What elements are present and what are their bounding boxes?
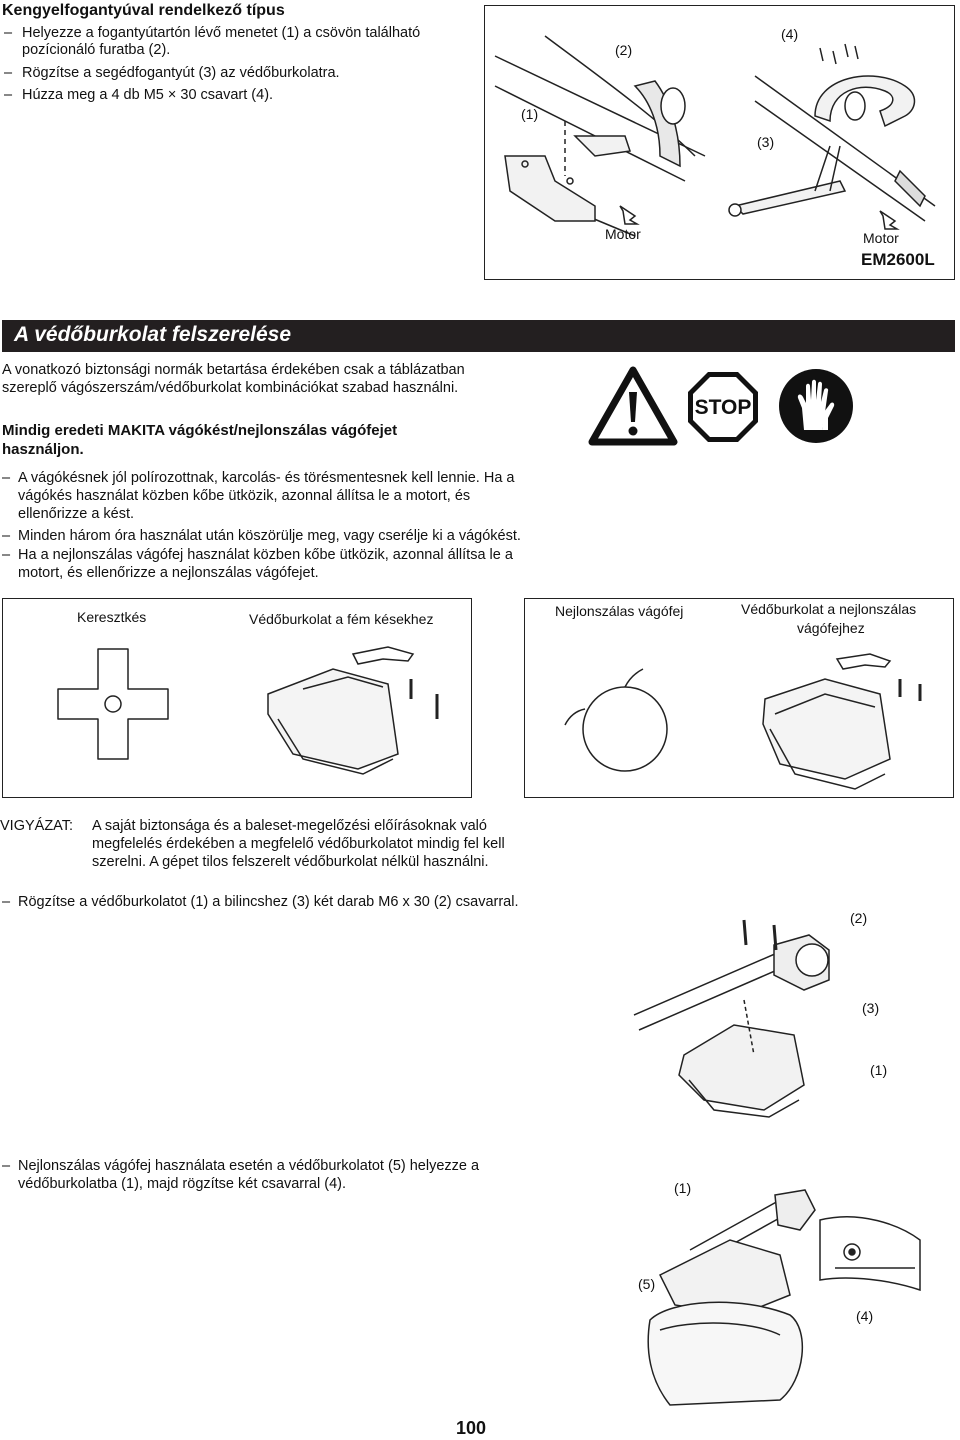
stop-sign-text: STOP <box>694 396 752 419</box>
bullet-dash: – <box>2 894 11 910</box>
bullet-text: ellenőrizze a kést. <box>18 506 135 522</box>
bullet-dash: – <box>2 470 11 486</box>
label-1: (1) <box>674 1180 692 1196</box>
bullet-dash: – <box>4 65 13 81</box>
bullet-text: vágókés használat közben kőbe ütközik, azonnal állítsa le a motort, és <box>18 488 471 504</box>
bullet-text: A vágókésnek jól polírozottnak, karcolás- és törésmentesnek kell lennie. Ha a <box>18 470 515 486</box>
section-heading-bar <box>2 320 955 352</box>
tool-label: Nejlonszálas vágófej <box>555 603 684 619</box>
guard-label: Védőburkolat a nejlonszálas <box>741 601 917 617</box>
stop-sign-icon <box>686 370 760 444</box>
handle-figure-frame <box>484 5 955 280</box>
nylon-guard-mounting-illustration <box>630 1180 930 1410</box>
guard-mounting-illustration <box>634 905 864 1125</box>
gloves-icon <box>778 368 854 444</box>
motor-label: Motor <box>863 230 899 246</box>
label-5: (5) <box>638 1276 656 1292</box>
nylon-head-guard-cell <box>524 598 954 798</box>
guard-label: vágófejhez <box>797 620 865 636</box>
bold-note: Mindig eredeti MAKITA vágókést/nejlonszálas vágófejet <box>2 422 398 439</box>
warning-text: megfelelés érdekében a megfelelő védőburkolatot mindig fel kell <box>92 836 505 852</box>
bullet-text: Rögzítse a segédfogantyút (3) az védőburkolatra. <box>22 65 340 81</box>
bullet-text: Húzza meg a 4 db M5 × 30 csavart (4). <box>22 87 274 103</box>
section-title: Kengyelfogantyúval rendelkező típus <box>2 2 285 19</box>
page-number: 100 <box>456 1418 487 1438</box>
bold-note: használjon. <box>2 441 84 458</box>
bullet-dash: – <box>4 25 13 41</box>
bullet-dash: – <box>2 547 11 563</box>
label-1: (1) <box>521 106 539 122</box>
label-2: (2) <box>615 42 633 58</box>
bullet-text: Ha a nejlonszálas vágófej használat közben kőbe ütközik, azonnal állítsa le a <box>18 547 513 563</box>
section-heading: A védőburkolat felszerelése <box>14 323 291 346</box>
label-4: (4) <box>781 26 799 42</box>
bullet-text: Minden három óra használat után köszörülje meg, vagy cserélje ki a vágókést. <box>18 528 521 544</box>
label-4: (4) <box>856 1308 874 1324</box>
label-1: (1) <box>870 1062 888 1078</box>
step-text: Nejlonszálas vágófej használata esetén a védőburkolatot (5) helyezze a <box>18 1158 480 1174</box>
blade-guard-cell <box>2 598 472 798</box>
guard-label: Védőburkolat a fém késekhez <box>249 611 434 627</box>
bullet-text: motort, és ellenőrizze a nejlonszálas vágófejet. <box>18 565 319 581</box>
bullet-dash: – <box>2 1158 11 1174</box>
warning-triangle-icon <box>588 366 678 446</box>
bullet-text: Helyezze a fogantyútartón lévő menetet (1) a csövön található <box>22 25 421 41</box>
motor-label: Motor <box>605 226 641 242</box>
warning-label: VIGYÁZAT: <box>0 818 74 834</box>
model-label: EM2600L <box>861 250 935 269</box>
bullet-text: pozícionáló furatba (2). <box>22 42 171 58</box>
intro-text: szereplő vágószerszám/védőburkolat kombinációkat szabad használni. <box>2 380 459 396</box>
tool-label: Keresztkés <box>77 609 147 625</box>
step-text: védőburkolatba (1), majd rögzítse két csavarral (4). <box>18 1176 346 1192</box>
bullet-dash: – <box>4 87 13 103</box>
step-text: Rögzítse a védőburkolatot (1) a bilincshez (3) két darab M6 x 30 (2) csavarral. <box>18 894 519 910</box>
warning-text: szerelni. A gépet tilos felszerelt védőburkolat nélkül használni. <box>92 854 489 870</box>
bullet-dash: – <box>2 528 11 544</box>
warning-text: A saját biztonsága és a baleset-megelőzési előírásoknak való <box>92 818 487 834</box>
intro-text: A vonatkozó biztonsági normák betartása érdekében csak a táblázatban <box>2 362 465 378</box>
label-3: (3) <box>862 1000 880 1016</box>
blade-and-guard-illustration <box>3 599 473 799</box>
label-3: (3) <box>757 134 775 150</box>
nylon-head-and-guard-illustration <box>525 599 955 799</box>
label-2: (2) <box>850 910 868 926</box>
